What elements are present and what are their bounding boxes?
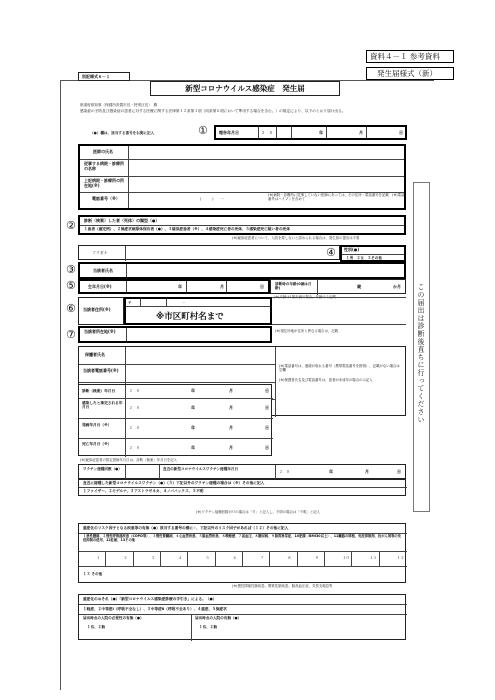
date-year-3: 年: [191, 425, 195, 430]
marker-1: ①: [198, 124, 208, 137]
vaccine-type-options: １ファイザー、２モデルナ、３アストラゼネカ、４ノババックス、５不明: [83, 489, 204, 493]
doctor-facility-label: 従事する病院・診療所の名称: [84, 161, 124, 171]
form-title: 新型コロナウイルス感染症 発生届: [150, 81, 340, 96]
vaccine-type-label: 直近に接種した新型コロナウイルスワクチン（●）（５）下記以外のワクチン接種の場合は（※）その他に記入: [83, 481, 265, 485]
gender-box[interactable]: [340, 245, 406, 262]
vaccine-count-box: [78, 464, 406, 479]
reference-tag: 資料４－１ 参考資料: [366, 50, 454, 63]
risk-cell-5[interactable]: [188, 551, 215, 566]
severity-block: [78, 594, 406, 640]
dob-year: 年: [178, 284, 182, 289]
furigana-label: フリガナ: [92, 250, 108, 255]
report-date-box: [214, 125, 407, 140]
vaccine-day: 日: [397, 469, 401, 474]
risk-note: (※)慢性閉塞性肺疾患、間質性肺疾患、肺高血圧症、気管支喘息等: [232, 584, 333, 588]
risk-header: 重症化のリスク因子となる疾患等の有無（●）該当する番号の横に✓、下記以外のリスク因子があれば（１２）その他に記入: [83, 526, 289, 530]
doctor-address-field[interactable]: [128, 177, 404, 190]
risk-cell-11[interactable]: [352, 551, 379, 566]
vaccine-type-box: [78, 479, 406, 496]
risk-cell-12[interactable]: [380, 551, 407, 566]
address-box: [78, 297, 124, 325]
report-date-day: 日: [399, 130, 403, 135]
marker-7: ⑦: [66, 328, 76, 341]
risk-other-label: １３ その他: [83, 572, 103, 576]
date-era-3: ２ ０: [129, 426, 140, 430]
risk-cell-number: １２: [396, 556, 405, 560]
dob-box: [78, 279, 270, 294]
guardian-name-label: 保護者氏名: [85, 352, 105, 357]
report-date-era: ２ ０: [261, 130, 273, 135]
doctor-note: (※)病院・診療所に従事していない医師にあっては、その住所・電話番号を記載 (※)電話番号はハイフンを含めて: [268, 193, 405, 201]
doctor-facility-field[interactable]: [128, 160, 404, 174]
doctor-phone-field[interactable]: [128, 193, 268, 206]
risk-block: [78, 523, 406, 583]
doctor-address-label: 上記病院・診療所の所在地(※): [84, 178, 124, 188]
age-label: 診断時の年齢(0歳は月齢): [275, 282, 312, 291]
risk-cell-number: １１: [369, 556, 377, 560]
gender-label: 性別(●): [344, 247, 360, 252]
date-month-3: 月: [229, 425, 233, 430]
patient-name-label: 当該者氏名: [93, 268, 113, 273]
dob-day: 日: [260, 284, 264, 289]
risk-cell-number: ７: [260, 556, 264, 560]
address-field[interactable]: 〒 － ※市区町村名まで: [124, 297, 272, 325]
date-year-4: 年: [191, 445, 195, 450]
date-year-2: 年: [191, 405, 195, 410]
date-day-2: 日: [265, 405, 269, 410]
vaccine-note: (※)ワクチン接種回数が０の場合は「０」と記入し、不明の場合は「不明」と記入: [196, 510, 320, 514]
risk-cell-number: ４: [178, 556, 182, 560]
risk-cell-number: ８: [287, 556, 292, 560]
report-date-month: 月: [359, 130, 363, 135]
doctor-phone-label: 電話番号（※）: [92, 196, 120, 201]
age-unit-years: 歳: [357, 284, 361, 289]
risk-cell-number: ９: [314, 556, 319, 560]
risk-cell-number: １０: [342, 556, 350, 560]
age-unit-months: か月: [393, 284, 401, 289]
report-date-label: 報告年月日: [219, 130, 239, 135]
vaccine-count-label: ワクチン接種回数（●）: [83, 467, 122, 471]
dob-month: 月: [220, 284, 224, 289]
risk-cell-number: ６: [232, 556, 237, 560]
marker-5: ⑤: [66, 279, 76, 292]
dob-note: (※)月齢は1歳未満の場合、年齢のみ記載: [274, 295, 336, 299]
phone-note-2: (※)保護者氏名及び電話番号は、患者が未成年の場合のみ記入: [279, 378, 373, 382]
admitted-options: １有、２無: [199, 625, 217, 629]
diagnosis-note: (※)疑似症患者について、入院を要しないと認められる場合は、発生届の提出は不要: [232, 236, 360, 240]
addressee: 都道府県知事（保健所設置市長・特別区長） 殿: [80, 103, 158, 107]
risk-cell-number: ２: [123, 556, 128, 560]
diagnosis-type-box: [78, 215, 406, 235]
report-date-year: 年: [319, 130, 323, 135]
date-day-4: 日: [265, 445, 269, 450]
risk-description: １悪性腫瘍、２慢性呼吸器疾患（COPD等）、３慢性腎臓病、４心血管疾患、５脳血管疾患、６喫煙歴、７高血圧、８糖尿病、９脂質異常症、10肥満（BMI30以上）、11臓器の移植、免疫抑制剤、抗がん剤等の免疫抑制の使用、12妊娠、13その他: [83, 534, 401, 542]
risk-cell-1[interactable]: [79, 551, 106, 566]
date-year-1: 年: [191, 388, 195, 393]
risk-cell-number: ３: [150, 556, 155, 560]
vaccine-year: 年: [329, 469, 333, 474]
hospitalization-need-label: 届出時点の入院の必要性の有無（●）: [83, 616, 144, 620]
date-row-onset: 発病年月日（※）: [82, 423, 112, 427]
risk-cell-10[interactable]: [325, 551, 352, 566]
patient-phone-label: 当該者電話番号(※): [83, 368, 119, 373]
furigana-row: [78, 245, 340, 260]
date-day-1: 日: [265, 388, 269, 393]
date-era-2: ２ ０: [129, 406, 140, 410]
marker-3: ③: [66, 263, 76, 276]
address-spare: [272, 297, 406, 325]
hospitalization-need-options: １有、２無: [87, 625, 105, 629]
marker-2: ②: [66, 219, 76, 232]
dates-note: (※)疑似症患者の推定発病年月日は、診断（検案）年月日を記入: [80, 458, 178, 462]
doctor-phone-hint: ( ) －: [200, 197, 225, 201]
risk-cell-number: １: [96, 556, 100, 560]
risk-cell-6[interactable]: [216, 551, 243, 566]
date-month-1: 月: [229, 388, 233, 393]
vaccine-era: ２ ０: [279, 470, 290, 474]
date-era-1: ２ ０: [129, 389, 140, 393]
patient-name-field[interactable]: [126, 265, 404, 276]
checkbox-note: （●）欄は、該当する番号を右側に記入: [90, 131, 155, 135]
phone-note-1: (※)電話番号は、連絡が取れる番号（携帯電話番号を推奨）、記載がない場合は空欄: [279, 364, 400, 372]
vaccine-month: 月: [365, 469, 369, 474]
risk-cell-2[interactable]: [106, 551, 133, 566]
severity-options: １軽症、２中等症Ⅰ（呼吸不全なし）、３中等症Ⅱ（呼吸不全あり）、４重症、５無症状: [83, 607, 227, 611]
date-row-diagnosis: 診断（検案）年月日: [82, 389, 116, 393]
risk-cell-7[interactable]: [243, 551, 270, 566]
risk-cell-3[interactable]: [134, 551, 161, 566]
side-note: この届出は診断後直ちに行ってください: [413, 182, 430, 512]
diagnosis-type-line2: １患者（確定例）、２無症状病原体保有者（●）、３疑似症患者（※）、４感染症死亡者の死体、５感染症死亡疑い者の死体: [84, 227, 290, 231]
diagnosis-type-line1: 診断（検案）した者（死体）の類型（●）: [84, 218, 160, 223]
severity-label: 重症化のおそれ（●）「新型コロナウイルス感染症診療の手引き」による。（●）: [83, 597, 217, 601]
dates-block: [78, 384, 272, 456]
marker-4: ④: [326, 246, 336, 259]
date-month-2: 月: [229, 405, 233, 410]
form-number: 別記様式６－１: [78, 72, 130, 81]
age-box: [270, 279, 406, 294]
doctor-name-field[interactable]: [128, 146, 404, 156]
current-location-box: [78, 326, 272, 343]
date-row-infection: 感染したと推定される年月日: [82, 401, 123, 410]
gender-options: １男 ２女 ３その他: [346, 256, 382, 260]
admitted-label: 届出時点の入院の有無（●）: [195, 616, 242, 620]
postal-mark: 〒: [128, 301, 132, 305]
doctor-name-label: 医師の氏名: [93, 149, 113, 154]
current-location-label: 当該者所在地(※): [84, 329, 116, 334]
marker-6: ⑥: [66, 302, 76, 315]
date-era-4: ２ ０: [129, 446, 140, 450]
address-label: 当該者住所(※): [83, 307, 111, 312]
risk-cell-8[interactable]: [270, 551, 297, 566]
form-version-tag: 発生届様式（新）: [366, 67, 454, 80]
risk-cell-4[interactable]: [161, 551, 188, 566]
current-location-note: (※)現住所地が住所と異なる場合は、記載: [275, 329, 339, 333]
risk-cell-number: ５: [205, 556, 210, 560]
date-day-3: 日: [265, 425, 269, 430]
risk-cell-9[interactable]: [298, 551, 325, 566]
vaccine-last-date-label: 直近の新型コロナウイルスワクチン接種年月日: [163, 467, 239, 471]
date-row-death: 死亡年月日（※）: [82, 442, 112, 446]
intro-text: 感染症の予防及び感染症の患者に対する医療に関する法律第１２条第１項（同条第６項において準用する場合を含む。）の規定により、以下のとおり届け出る。: [80, 109, 346, 113]
date-month-4: 月: [229, 445, 233, 450]
dob-label: 生年月日(※): [88, 284, 112, 289]
address-value: ※市区町村名まで: [156, 312, 224, 322]
